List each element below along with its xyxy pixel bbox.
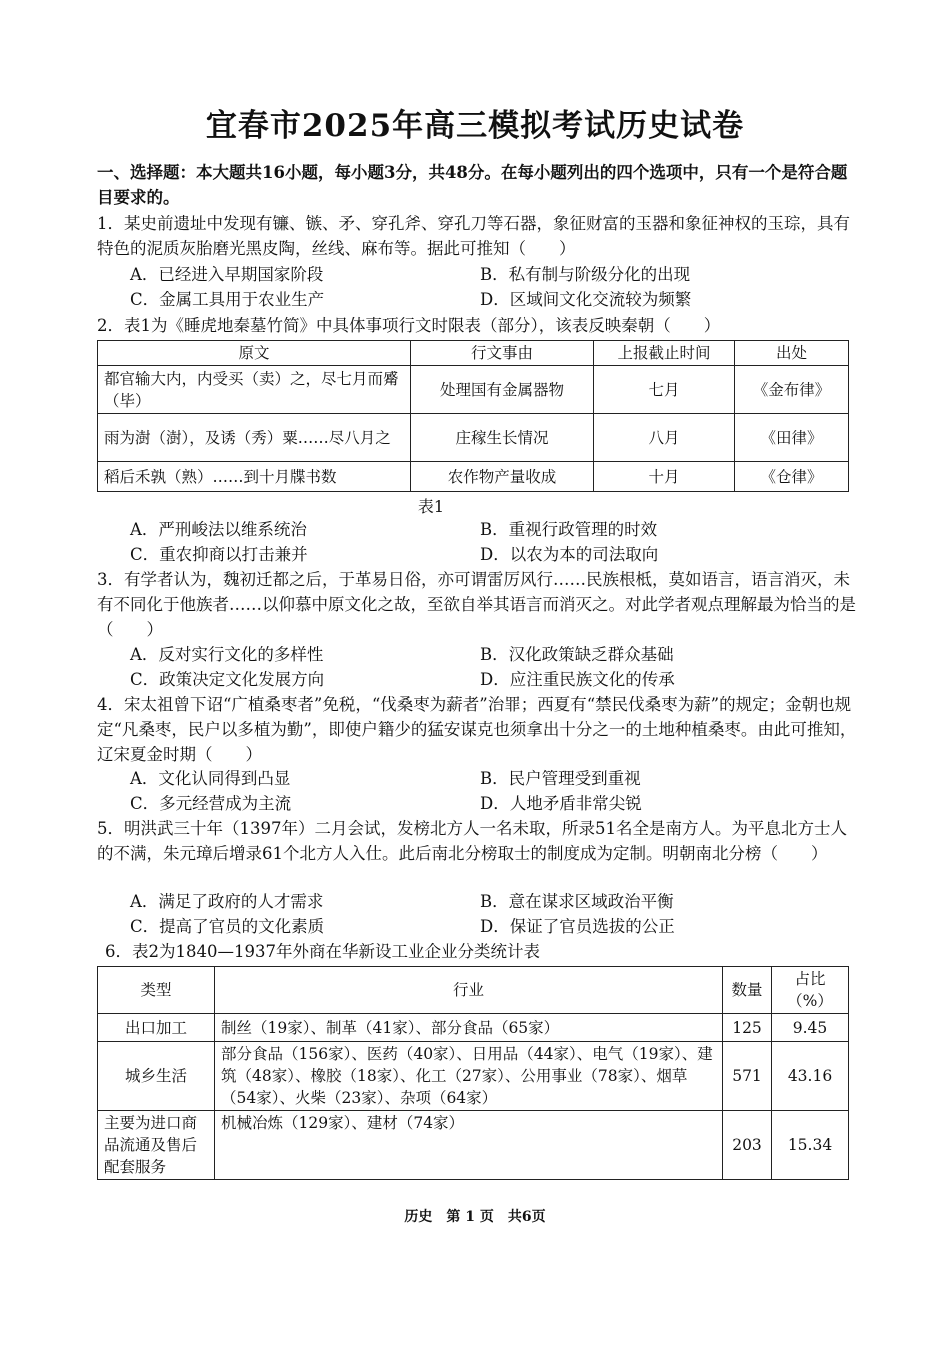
option-c: C．金属工具用于农业生产 [130, 289, 325, 309]
option-a: A．已经进入早期国家阶段 [130, 265, 324, 284]
option-a: A．文化认同得到凸显 [130, 769, 291, 788]
option-d: D．以农为本的司法取向 [480, 544, 659, 564]
question-5-options [130, 890, 850, 939]
table-cell: 15.34 [772, 1111, 849, 1180]
table-cell: 9.45 [772, 1014, 849, 1042]
table-2 [97, 966, 849, 1180]
option-b: B．民户管理受到重视 [480, 769, 641, 788]
table-header: 类型 [98, 967, 215, 1014]
table-cell: 《田律》 [735, 414, 849, 462]
question-3-options [130, 643, 850, 692]
option-b: B．意在谋求区域政治平衡 [480, 892, 674, 911]
table-cell: 农作物产量收成 [411, 462, 594, 492]
question-4-stem: 4．宋太祖曾下诏“广植桑枣者”免税，“伐桑枣为薪者”治罪；西夏有“禁民伐桑枣为薪”的规定；金朝也规定“凡桑枣，民户以多植为勤”，即使户籍少的猛安谋克也须拿出十分之一的土地种植桑枣。由此可推知，辽宋夏金时期（ ） [97, 695, 857, 764]
table-row [98, 1111, 849, 1180]
table-cell: 庄稼生长情况 [411, 414, 594, 462]
option-c: C．多元经营成为主流 [130, 793, 292, 813]
question-4-options [130, 767, 850, 816]
table-cell: 主要为进口商品流通及售后配套服务 [98, 1111, 215, 1180]
table-header: 原文 [98, 341, 411, 366]
table-cell: 都官输大内，内受买（卖）之，尽七月而觱（毕） [98, 366, 411, 414]
question-5-stem: 5．明洪武三十年（1397年）二月会试，发榜北方人一名未取，所录51名全是南方人。为平息北方士人的不满，朱元璋后增录61个北方人入仕。此后南北分榜取士的制度成为定制。明朝南北分榜（ ） [97, 819, 847, 863]
table-cell: 七月 [594, 366, 735, 414]
option-d: D．应注重民族文化的传承 [480, 669, 675, 689]
option-a: A．满足了政府的人才需求 [130, 892, 324, 911]
table-1-caption: 表1 [417, 497, 445, 516]
page-title: 宜春市2025年高三模拟考试历史试卷 [205, 108, 745, 144]
option-c: C．重农抑商以打击兼并 [130, 544, 308, 564]
table-row [98, 1014, 849, 1042]
option-d: D．保证了官员选拔的公正 [480, 916, 675, 936]
table-row [98, 414, 849, 462]
question-6-stem: 6．表2为1840—1937年外商在华新设工业企业分类统计表 [105, 942, 540, 961]
table-header: 上报截止时间 [594, 341, 735, 366]
table-header: 行文事由 [411, 341, 594, 366]
table-header: 占比（%） [772, 967, 849, 1014]
page-footer: 历史 第 1 页 共6页 [404, 1209, 546, 1225]
question-1-options [130, 263, 850, 312]
table-row [98, 366, 849, 414]
table-cell: 雨为澍（澍），及诱（秀）粟……尽八月之 [98, 414, 411, 462]
option-b: B．重视行政管理的时效 [480, 520, 658, 539]
table-cell: 稻后禾孰（熟）……到十月牒书数 [98, 462, 411, 492]
option-c: C．政策决定文化发展方向 [130, 669, 325, 689]
table-header-row [98, 967, 849, 1014]
option-b: B．私有制与阶级分化的出现 [480, 265, 691, 284]
table-row [98, 1042, 849, 1111]
table-header-row [98, 341, 849, 366]
option-a: A．严刑峻法以维系统治 [130, 520, 307, 539]
table-1 [97, 340, 849, 492]
table-cell: 部分食品（156家）、医药（40家）、日用品（44家）、电气（19家）、建筑（48家）、橡胶（18家）、化工（27家）、公用事业（78家）、烟草（54家）、火柴（23家）、杂项（64家） [215, 1042, 723, 1111]
table-cell: 《金布律》 [735, 366, 849, 414]
table-header: 出处 [735, 341, 849, 366]
table-row [98, 462, 849, 492]
table-cell: 203 [723, 1111, 772, 1180]
table-header: 数量 [723, 967, 772, 1014]
question-3-stem: 3．有学者认为，魏初迁都之后，于革易日俗，亦可谓雷厉风行……民族根柢，莫如语言，语言消灭，未有不同化于他族者……以仰慕中原文化之故，至欲自举其语言而消灭之。对此学者观点理解最为恰当的是（ ） [97, 570, 856, 639]
table-cell: 43.16 [772, 1042, 849, 1111]
table-cell: 125 [723, 1014, 772, 1042]
table-cell: 处理国有金属器物 [411, 366, 594, 414]
table-cell: 机械冶炼（129家）、建材（74家） [215, 1111, 723, 1180]
table-header: 行业 [215, 967, 723, 1014]
table-cell: 《仓律》 [735, 462, 849, 492]
table-cell: 571 [723, 1042, 772, 1111]
section-instructions: 一、选择题：本大题共16小题，每小题3分，共48分。在每小题列出的四个选项中，只有一个是符合题目要求的。 [97, 163, 848, 207]
option-d: D．人地矛盾非常尖锐 [480, 793, 642, 813]
table-cell: 出口加工 [98, 1014, 215, 1042]
question-2-stem: 2．表1为《睡虎地秦墓竹简》中具体事项行文时限表（部分），该表反映秦朝（ ） [97, 316, 721, 335]
table-cell: 十月 [594, 462, 735, 492]
question-2-options [130, 518, 850, 567]
option-b: B．汉化政策缺乏群众基础 [480, 645, 674, 664]
table-cell: 制丝（19家）、制革（41家）、部分食品（65家） [215, 1014, 723, 1042]
question-1-stem: 1．某史前遗址中发现有镰、镞、矛、穿孔斧、穿孔刀等石器，象征财富的玉器和象征神权的玉琮，具有特色的泥质灰胎磨光黑皮陶，丝线、麻布等。据此可推知（ ） [97, 214, 850, 258]
table-cell: 八月 [594, 414, 735, 462]
table-cell: 城乡生活 [98, 1042, 215, 1111]
option-c: C．提高了官员的文化素质 [130, 916, 325, 936]
option-a: A．反对实行文化的多样性 [130, 645, 324, 664]
option-d: D．区域间文化交流较为频繁 [480, 289, 692, 309]
